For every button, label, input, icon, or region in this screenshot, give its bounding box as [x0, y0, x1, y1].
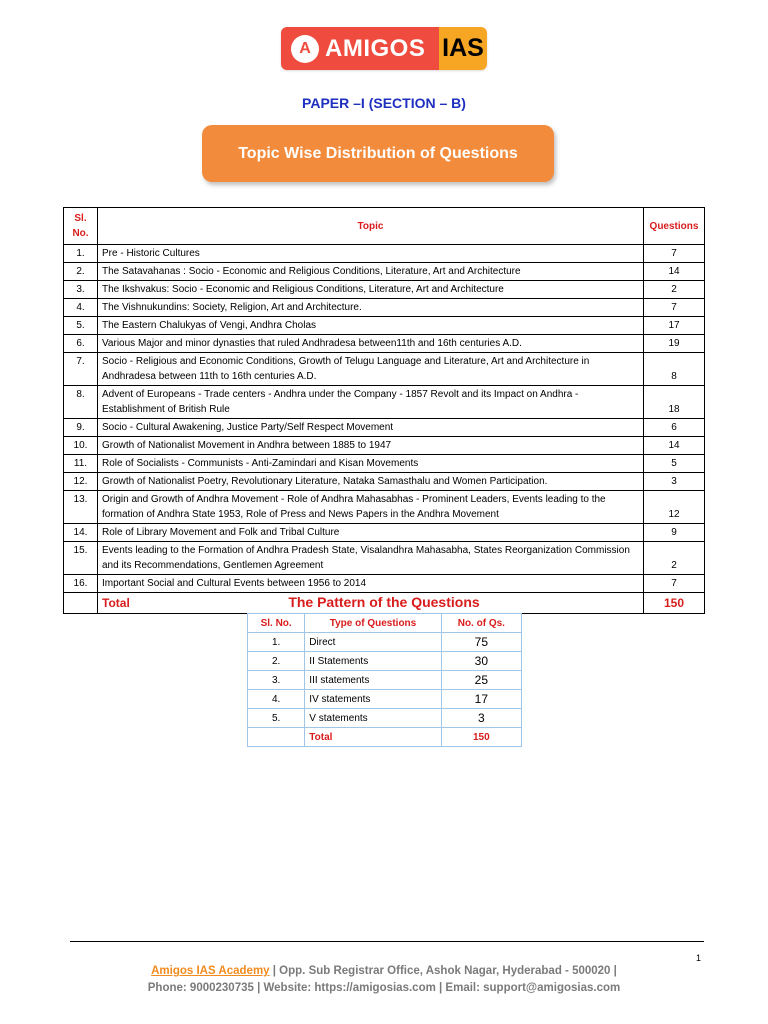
pattern-header-count: No. of Qs.	[441, 614, 521, 633]
table-row	[64, 455, 705, 473]
pattern-row-count: 25	[441, 671, 521, 690]
row-questions: 17	[644, 317, 705, 335]
table-row	[64, 353, 705, 386]
table-row	[64, 542, 705, 575]
page-number: 1	[696, 953, 702, 963]
row-sl-no: 4.	[64, 299, 98, 317]
row-sl-no: 1.	[64, 245, 98, 263]
row-topic: Important Social and Cultural Events between 1956 to 2014	[98, 575, 644, 593]
footer-contact: Phone: 9000230735 | Website: https://amigosias.com | Email: support@amigosias.com	[147, 982, 621, 994]
header-questions: Questions	[644, 208, 705, 245]
table-header-row	[64, 208, 705, 245]
pattern-row-sl: 3.	[248, 671, 305, 690]
section-banner: Topic Wise Distribution of Questions	[202, 125, 554, 182]
row-topic: Events leading to the Formation of Andhra Pradesh State, Visalandhra Mahasabha, States Reorganization Commission and its Recommendations, Gentlemen Agreement	[98, 542, 644, 575]
footer-divider	[70, 941, 704, 942]
logo-main	[281, 27, 439, 70]
row-sl-no: 16.	[64, 575, 98, 593]
topic-distribution-table	[63, 207, 705, 614]
topic-rows	[64, 245, 705, 593]
pattern-row-type: II Statements	[305, 652, 441, 671]
row-questions: 14	[644, 263, 705, 281]
pattern-row-count: 75	[441, 633, 521, 652]
pattern-row	[248, 652, 522, 671]
row-topic: Role of Socialists - Communists - Anti-Zamindari and Kisan Movements	[98, 455, 644, 473]
row-questions: 14	[644, 437, 705, 455]
row-sl-no: 7.	[64, 353, 98, 386]
row-topic: The Satavahanas : Socio - Economic and Religious Conditions, Literature, Art and Architecture	[98, 263, 644, 281]
pattern-row-type: V statements	[305, 709, 441, 728]
pattern-rows	[248, 633, 522, 728]
pattern-row-sl: 5.	[248, 709, 305, 728]
pattern-row	[248, 709, 522, 728]
table-row	[64, 245, 705, 263]
table-row	[64, 491, 705, 524]
pattern-row-sl: 4.	[248, 690, 305, 709]
footer-address	[0, 965, 768, 977]
row-sl-no: 6.	[64, 335, 98, 353]
row-questions: 6	[644, 419, 705, 437]
row-questions: 7	[644, 299, 705, 317]
pattern-row	[248, 690, 522, 709]
pattern-header-type: Type of Questions	[305, 614, 441, 633]
pattern-row-sl: 1.	[248, 633, 305, 652]
footer-brand-link[interactable]: Amigos IAS Academy	[151, 965, 270, 977]
pattern-header-sl: Sl. No.	[248, 614, 305, 633]
row-sl-no: 9.	[64, 419, 98, 437]
row-topic: Pre - Historic Cultures	[98, 245, 644, 263]
row-topic: Origin and Growth of Andhra Movement - Role of Andhra Mahasabhas - Prominent Leaders, Events leading to the formation of Andhra State 1953, Role of Press and News Papers in the Andhra Movement	[98, 491, 644, 524]
pattern-row-sl: 2.	[248, 652, 305, 671]
pattern-row-count: 30	[441, 652, 521, 671]
total-label: Total	[98, 593, 644, 614]
footer-address-text: | Opp. Sub Registrar Office, Ashok Nagar, Hyderabad - 500020 |	[269, 965, 617, 977]
pattern-title: The Pattern of the Questions	[288, 594, 480, 610]
row-questions: 3	[644, 473, 705, 491]
pattern-row-type: Direct	[305, 633, 441, 652]
pattern-row	[248, 633, 522, 652]
row-topic: The Vishnukundins: Society, Religion, Art and Architecture.	[98, 299, 644, 317]
row-questions: 19	[644, 335, 705, 353]
paper-title: PAPER –I (SECTION – B)	[302, 95, 466, 111]
table-row	[64, 386, 705, 419]
pattern-row	[248, 671, 522, 690]
table-row	[64, 263, 705, 281]
table-row	[64, 473, 705, 491]
logo-name: AMIGOS	[325, 34, 426, 62]
row-topic: Role of Library Movement and Folk and Tribal Culture	[98, 524, 644, 542]
row-topic: The Ikshvakus: Socio - Economic and Religious Conditions, Literature, Art and Architecture	[98, 281, 644, 299]
table-row	[64, 317, 705, 335]
row-topic: Socio - Cultural Awakening, Justice Party/Self Respect Movement	[98, 419, 644, 437]
row-topic: The Eastern Chalukyas of Vengi, Andhra Cholas	[98, 317, 644, 335]
header-topic: Topic	[98, 208, 644, 245]
row-sl-no: 5.	[64, 317, 98, 335]
table-row	[64, 419, 705, 437]
row-sl-no: 2.	[64, 263, 98, 281]
row-sl-no: 10.	[64, 437, 98, 455]
row-sl-no: 12.	[64, 473, 98, 491]
table-row	[64, 437, 705, 455]
row-sl-no: 11.	[64, 455, 98, 473]
total-value: 150	[644, 593, 705, 614]
logo-suffix: IAS	[439, 27, 487, 70]
amigos-ias-logo	[281, 27, 487, 70]
total-empty-cell	[64, 593, 98, 614]
row-sl-no: 15.	[64, 542, 98, 575]
row-topic: Advent of Europeans - Trade centers - Andhra under the Company - 1857 Revolt and its Impact on Andhra - Establishment of British Rule	[98, 386, 644, 419]
row-questions: 9	[644, 524, 705, 542]
row-sl-no: 3.	[64, 281, 98, 299]
row-questions: 18	[644, 386, 705, 419]
logo-a-icon: A	[291, 35, 319, 63]
row-questions: 7	[644, 245, 705, 263]
row-sl-no: 14.	[64, 524, 98, 542]
row-topic: Growth of Nationalist Poetry, Revolutionary Literature, Nataka Samasthalu and Women Participation.	[98, 473, 644, 491]
row-topic: Various Major and minor dynasties that ruled Andhradesa between11th and 16th centuries A.D.	[98, 335, 644, 353]
row-questions: 12	[644, 491, 705, 524]
row-questions: 2	[644, 281, 705, 299]
header-sl-no: Sl. No.	[64, 208, 98, 245]
row-questions: 2	[644, 542, 705, 575]
pattern-total-value: 150	[441, 728, 521, 747]
pattern-row-count: 17	[441, 690, 521, 709]
row-questions: 8	[644, 353, 705, 386]
row-sl-no: 13.	[64, 491, 98, 524]
pattern-table	[247, 613, 522, 747]
row-topic: Socio - Religious and Economic Conditions, Growth of Telugu Language and Literature, Art and Architecture in Andhradesa between 11th to 16th centuries A.D.	[98, 353, 644, 386]
table-row	[64, 524, 705, 542]
table-row	[64, 335, 705, 353]
pattern-row-count: 3	[441, 709, 521, 728]
table-row	[64, 281, 705, 299]
table-row	[64, 299, 705, 317]
pattern-total-empty	[248, 728, 305, 747]
row-questions: 5	[644, 455, 705, 473]
row-topic: Growth of Nationalist Movement in Andhra between 1885 to 1947	[98, 437, 644, 455]
row-sl-no: 8.	[64, 386, 98, 419]
pattern-total-label: Total	[305, 728, 441, 747]
pattern-header-row	[248, 614, 522, 633]
pattern-total-row	[248, 728, 522, 747]
pattern-row-type: IV statements	[305, 690, 441, 709]
row-questions: 7	[644, 575, 705, 593]
table-row	[64, 575, 705, 593]
pattern-row-type: III statements	[305, 671, 441, 690]
